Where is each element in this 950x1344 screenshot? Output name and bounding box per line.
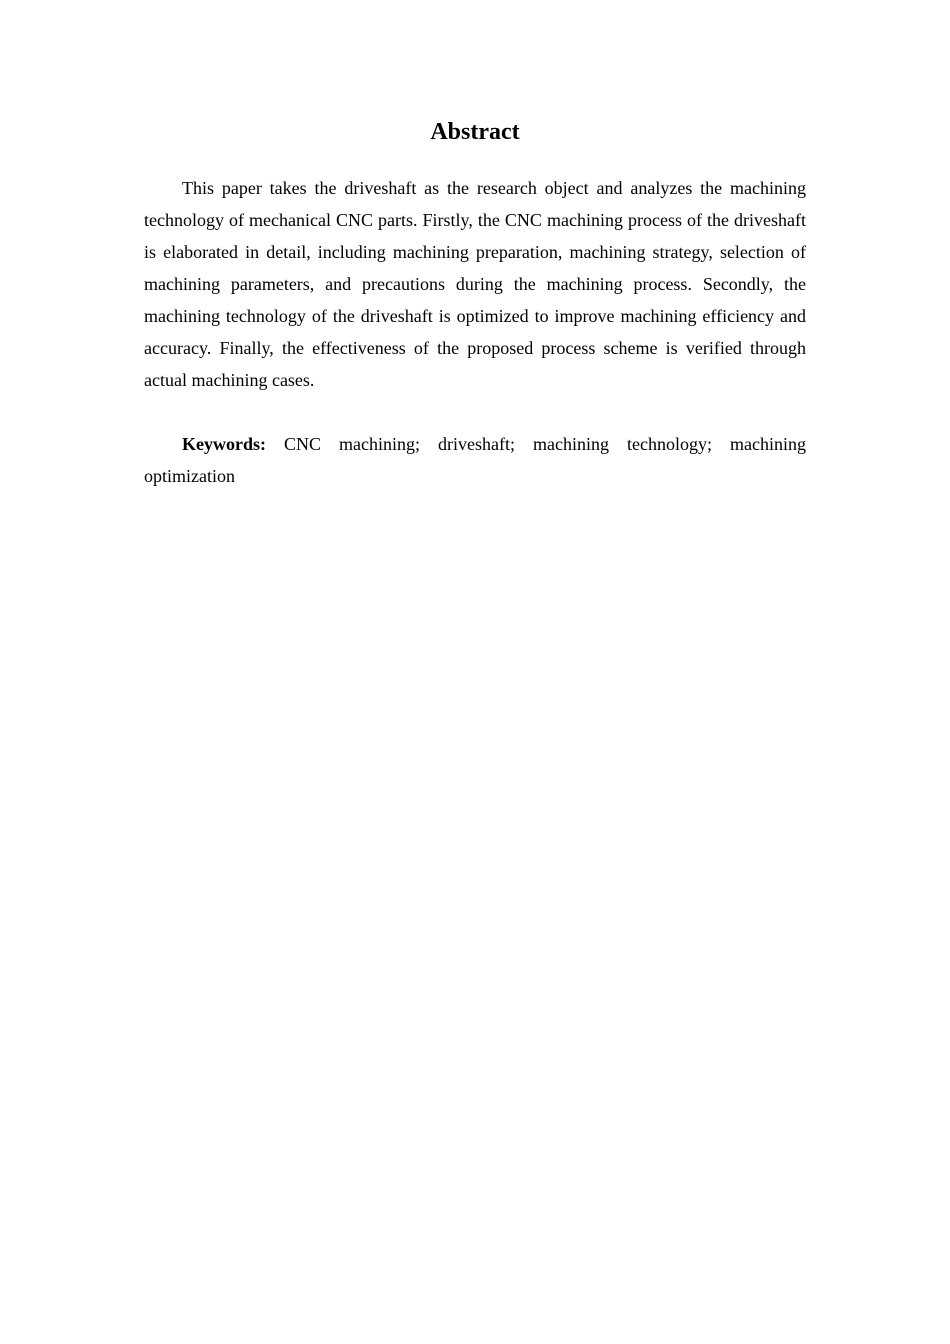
abstract-section (144, 108, 806, 492)
keywords-text: CNC machining; driveshaft; machining technology; machining optimization (144, 434, 806, 486)
keywords-paragraph (144, 428, 806, 492)
abstract-body: This paper takes the driveshaft as the research object and analyzes the machining technology of mechanical CNC parts. Firstly, the CNC machining process of the driveshaft is elaborated in detail, including machining preparation, machining strategy, selection of machining parameters, and precautions during the machining process. Secondly, the machining technology of the driveshaft is optimized to improve machining efficiency and accuracy. Finally, the effectiveness of the proposed process scheme is verified through actual machining cases. (144, 178, 806, 390)
keywords-label: Keywords: (182, 434, 266, 454)
abstract-title: Abstract (430, 119, 520, 145)
